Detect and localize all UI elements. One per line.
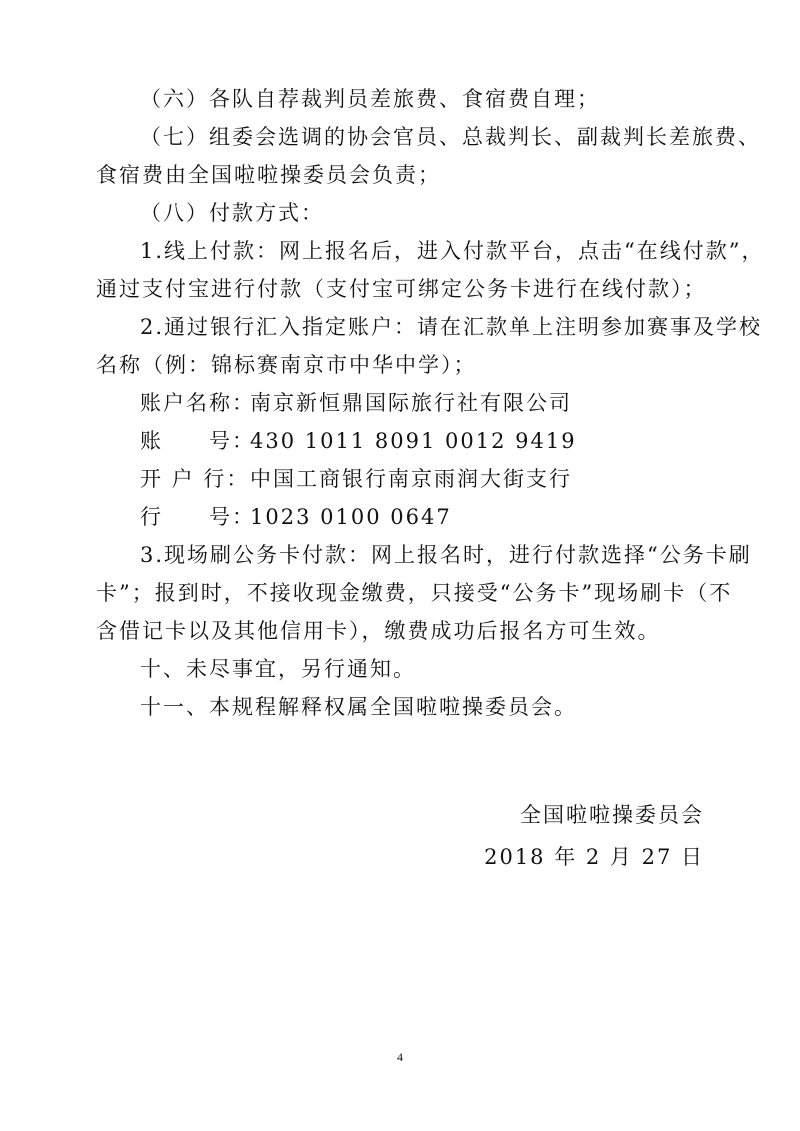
page-number: 4	[397, 1050, 403, 1064]
account-bank-value: 中国工商银行南京雨润大街支行	[250, 467, 572, 491]
clause-10: 十、未尽事宜，另行通知。	[140, 657, 416, 681]
payment-bank: 2.通过银行汇入指定账户：请在汇款单上注明参加赛事及学校	[140, 315, 763, 339]
account-bank-label: 开 户 行：	[140, 467, 250, 491]
account-number-label: 账 号：	[140, 429, 255, 453]
payment-online-cont: 通过支付宝进行付款（支付宝可绑定公务卡进行在线付款）；	[96, 277, 707, 301]
account-number-value: 430 1011 8091 0012 9419	[250, 429, 577, 453]
clause-7-cont: 食宿费由全国啦啦操委员会负责；	[96, 163, 441, 187]
signature-block	[484, 800, 704, 884]
account-number-row	[96, 426, 706, 456]
signature-date: 2018 年 2 月 27 日	[484, 845, 704, 869]
payment-card-cont-2: 含借记卡以及其他信用卡），缴费成功后报名方可生效。	[96, 619, 661, 643]
account-name-label: 账户名称：	[140, 391, 255, 415]
clause-11: 十一、本规程解释权属全国啦啦操委员会。	[140, 695, 577, 719]
payment-online: 1.线上付款：网上报名后，进入付款平台，点击“在线付款”，	[140, 239, 765, 263]
account-code-value: 1023 0100 0647	[250, 505, 452, 529]
account-name-value: 南京新恒鼎国际旅行社有限公司	[250, 391, 572, 415]
clause-6: （六）各队自荐裁判员差旅费、食宿费自理；	[140, 87, 600, 111]
document-body	[96, 84, 765, 730]
clause-7: （七）组委会选调的协会官员、总裁判长、副裁判长差旅费、	[140, 125, 761, 149]
payment-card-cont-1: 卡”；报到时，不接收现金缴费，只接受“公务卡”现场刷卡（不	[96, 581, 733, 605]
account-code-row	[96, 502, 706, 532]
payment-card: 3.现场刷公务卡付款：网上报名时，进行付款选择“公务卡刷	[140, 543, 752, 567]
signature-org: 全国啦啦操委员会	[520, 803, 704, 827]
payment-bank-cont: 名称（例：锦标赛南京市中华中学）；	[96, 353, 477, 377]
account-bank-row	[96, 464, 706, 494]
account-name-row	[96, 388, 706, 418]
clause-8: （八）付款方式：	[140, 201, 324, 225]
account-code-label: 行 号：	[140, 505, 255, 529]
